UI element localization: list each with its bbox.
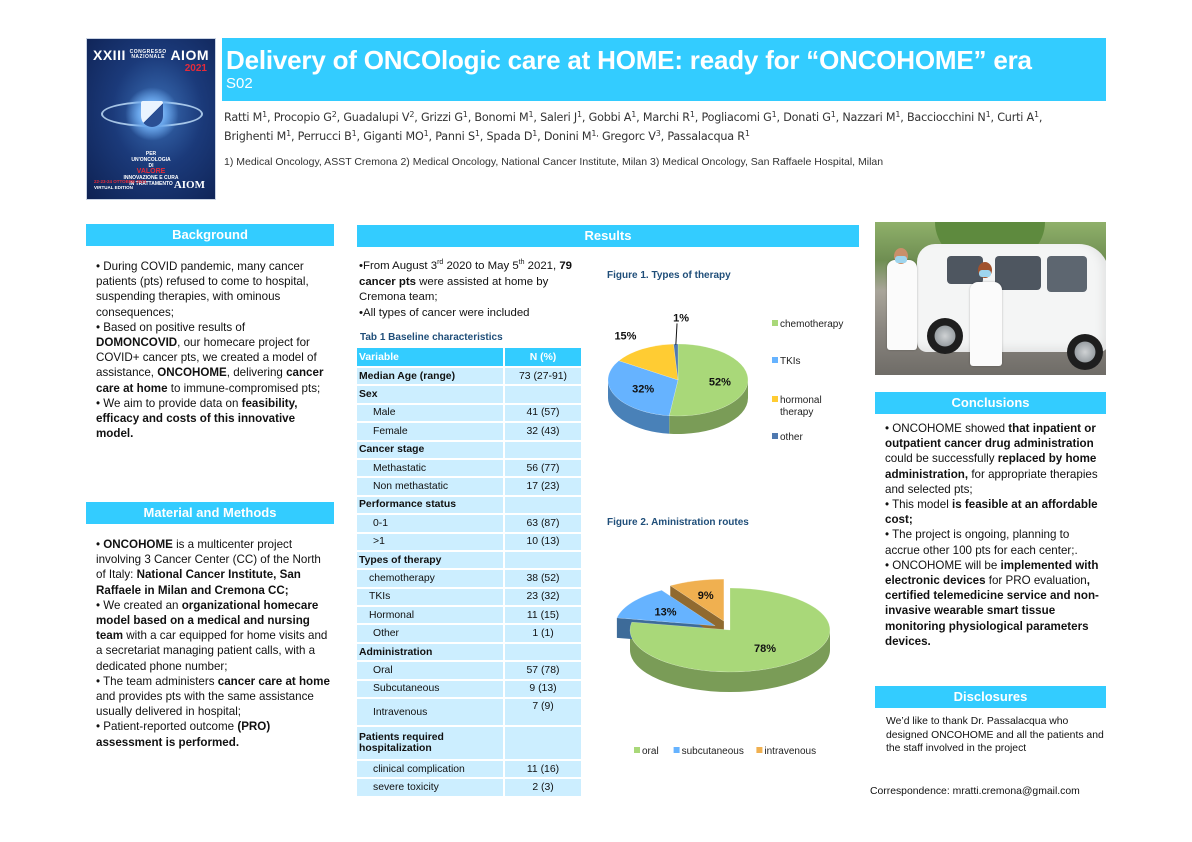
row-value: 38 (52) [503,570,581,588]
legend-swatch [756,747,762,753]
conclusions-heading: Conclusions [875,392,1106,414]
column-header-n: N (%) [503,348,581,368]
author: Saleri $J^1$ [540,110,582,124]
author: Ratti $M^1$ [224,110,267,124]
pie-data-label: 15% [614,330,637,343]
author: Donini $M^{1,}$ [543,129,599,143]
figure1-caption: Figure 1. Types of therapy [607,270,731,281]
therapy-pie-chart [600,300,870,460]
congress-cover-image [86,38,216,200]
row-value: 63 (87) [503,515,581,533]
disclosures-heading: Disclosures [875,686,1106,708]
author: Grizzi $G^1$ [420,110,468,124]
author: Donati $G^1$ [783,110,836,124]
row-label: chemotherapy [357,570,503,588]
table-row [357,534,581,552]
legend-swatch [634,747,640,753]
row-value: 11 (16) [503,761,581,779]
legend-swatch [772,433,778,439]
table-row [357,460,581,478]
row-value: 17 (23) [503,478,581,496]
background-text: • During COVID pandemic, many cancer patients (pts) refused to come to hospital, suspending therapies, with ominous consequences; • Based on positive results of DOMONCOVID, our homecare project for COVID+ cancer pts, we created a model of assistance, ONCOHOME, delivering cancer care at home to immune-compromised pts; • We aim to provide data on feasibility, efficacy and costs of this innovative model. [96,260,324,441]
pie-data-label: 9% [697,589,714,602]
row-label: >1 [357,534,503,552]
table-row [357,442,581,460]
author: Panni $S^1$ [435,129,480,143]
row-label: Intravenous [357,699,503,727]
conclusions-text: • ONCOHOME showed that inpatient or outpatient cancer drug administration could be successfully replaced by home administration, for appropriate therapies and selected pts; • This model is feasible at an affordable cost; • The project is ongoing, planning to accrue other 100 pts for each center;. • ONCOHOME will be implemented with electronic devices for PRO evaluation, certified telemedicine service and non-invasive wearable smart tissue monitoring physiological parameters devices. [885,422,1099,648]
legend-label: oral [642,746,659,757]
cover-tagline: PER UN'ONCOLOGIA DI VALORE INNOVAZIONE E CURA IN TRATTAMENTO [123,151,179,187]
row-label: Hormonal [357,607,503,625]
row-value: 23 (32) [503,589,581,607]
author: Pogliacomi $G^1$ [701,110,777,124]
table-row [357,368,581,386]
cover-year: 2021 [184,63,207,74]
row-value: 2 (3) [503,779,581,797]
row-label: Female [357,423,503,441]
author: Spada $D^1$ [486,129,538,143]
legend-swatch [674,747,680,753]
row-value: 57 (78) [503,662,581,680]
legend-label: subcutaneous [681,746,744,757]
table-row [357,625,581,643]
table-row [357,662,581,680]
row-value [503,644,581,662]
legend-label: intravenous [764,746,817,757]
table-row [357,386,581,404]
table-row [357,478,581,496]
row-label: Median Age (range) [357,368,503,386]
row-label: clinical complication [357,761,503,779]
author-list: Ratti $M^1$, Procopio $G^2$, Guadalupi $V^2$, Grizzi $G^1$, Bonomi $M^1$, Saleri $J^1$, Gobbi $A^1$, Marchi $R^1$, Pogliacomi $G^1$, Donati $G^1$, Nazzari $M^1$, Bacciocchini $N^1$, Curti $A^1$, Brighenti $M^1$, Perrucci $B^1$, Giganti $MO^1$, Panni $S^1$, Spada $D^1$, Donini $M^{1,}$ Gregorc $V^3$, Passalacqua $R^1$ [224,110,1043,143]
row-value: 10 (13) [503,534,581,552]
row-value: 32 (43) [503,423,581,441]
row-value: 7 (9) [503,699,581,727]
table-row [357,779,581,797]
author: Marchi $R^1$ [642,110,695,124]
team-van-photo [875,222,1106,375]
table-row [357,515,581,533]
photo-mask [979,270,991,277]
pie-data-label: 13% [654,606,677,619]
cover-dates: 22-23-24 OTTOBRE 2021 VIRTUAL EDITION [94,179,147,190]
methods-text: • ONCOHOME is a multicenter project involving 3 Cancer Center (CC) of the North of Italy: National Cancer Institute, San Raffaele in Milan and Cremona CC; • We created an organizational homecare model based on a medical and nursing team with a car equipped for home visits and a secretariat managing patient calls, with a dedicated phone number; • The team administers cancer care at home and provides pts with the same assistance usually delivered in hospital; • Patient-reported outcome (PRO) assessment is performed. [96,538,330,749]
table-row [357,607,581,625]
table-row [357,497,581,515]
legend-label: hormonal [780,395,822,406]
pie-leader-line [676,323,677,344]
row-label: Subcutaneous [357,681,503,699]
legend-swatch [772,357,778,363]
abstract-code: S02 [226,75,253,92]
figure2-caption: Figure 2. Aministration routes [607,517,749,528]
row-label: Cancer stage [357,442,503,460]
row-label: Non methastatic [357,478,503,496]
photo-van-wheel [927,318,963,354]
row-label: Oral [357,662,503,680]
photo-van-wheel [1067,334,1103,370]
pie-data-label: 78% [754,642,777,655]
photo-person-right [970,282,1002,366]
photo-mask [895,256,907,263]
row-value: 56 (77) [503,460,581,478]
table-row [357,644,581,662]
results-heading: Results [357,225,859,247]
row-value [503,497,581,515]
row-label: Administration [357,644,503,662]
shield-icon [125,87,179,141]
legend-label: other [780,432,803,443]
row-value [503,552,581,570]
table-row [357,699,581,727]
table-row [357,589,581,607]
pie-data-label: 32% [632,383,655,396]
table-caption: Tab 1 Baseline characteristics [360,332,503,343]
row-label: 0-1 [357,515,503,533]
row-value: 1 (1) [503,625,581,643]
table-row [357,405,581,423]
row-label: Types of therapy [357,552,503,570]
row-value: 9 (13) [503,681,581,699]
table-row [357,423,581,441]
row-label: TKIs [357,589,503,607]
row-value [503,386,581,404]
methods-heading: Material and Methods [86,502,334,524]
row-value [503,442,581,460]
baseline-table [357,348,581,798]
author: Procopio $G^2$ [273,110,337,124]
photo-van-window [995,256,1041,290]
background-heading: Background [86,224,334,246]
row-label: Methastatic [357,460,503,478]
author: Passalacqua $R^1$ [667,129,750,143]
title-banner [222,38,1106,101]
legend-label: therapy [780,407,814,418]
disclosures-text: We’d like to thank Dr. Passalacqua who designed ONCOHOME and all the patients and the staff involved in the project [886,716,1104,755]
table-row [357,761,581,779]
row-label: Sex [357,386,503,404]
author: Gobbi $A^1$ [588,110,637,124]
cover-congresso: CONGRESSO NAZIONALE [129,49,167,60]
author: Brighenti $M^1$ [224,129,291,143]
cover-org: AIOM [170,47,209,63]
legend-label: chemotherapy [780,319,844,330]
table-header-row [357,348,581,368]
author: Gregorc $V^3$ [601,129,661,143]
aiom-logo: AIOM [173,179,205,191]
row-value: 73 (27-91) [503,368,581,386]
pie-data-label: 1% [673,312,689,325]
cover-roman: XXIII [93,47,126,63]
author: Nazzari $M^1$ [842,110,901,124]
photo-van-windshield [1047,256,1087,292]
author: Bonomi $M^1$ [474,110,534,124]
pie-data-label: 52% [708,376,731,389]
table-row [357,681,581,699]
row-label: Performance status [357,497,503,515]
author: Giganti $MO^1$ [363,129,429,143]
row-label: severe toxicity [357,779,503,797]
column-header-variable: Variable [357,348,503,368]
affiliations: 1) Medical Oncology, ASST Cremona 2) Medical Oncology, National Cancer Institute, Milan 3) Medical Oncology, San Raffaele Hospital, Milan [224,156,884,168]
cover-header [93,47,209,63]
table-row [357,570,581,588]
legend-swatch [772,396,778,402]
row-label: Patients required hospitalization [357,727,503,761]
row-value: 11 (15) [503,607,581,625]
row-value: 41 (57) [503,405,581,423]
table-row [357,552,581,570]
administration-pie-chart [600,560,870,770]
photo-person-left [887,260,917,350]
results-intro: •From August 3rd 2020 to May 5th 2021, 79 cancer pts were assisted at home by Cremona team; •All types of cancer were included [359,259,573,319]
author: Bacciocchini $N^1$ [906,110,991,124]
author: Guadalupi $V^2$ [343,110,415,124]
legend-label: TKIs [780,356,801,367]
row-value [503,727,581,761]
table-row [357,727,581,761]
row-label: Male [357,405,503,423]
poster-title: Delivery of ONCOlogic care at HOME: ready for “ONCOHOME” era [226,45,1032,75]
legend-swatch [772,320,778,326]
correspondence-email: Correspondence: mratti.cremona@gmail.com [870,786,1080,797]
author: Curti $A^1$ [997,110,1039,124]
author: Perrucci $B^1$ [297,129,357,143]
row-label: Other [357,625,503,643]
